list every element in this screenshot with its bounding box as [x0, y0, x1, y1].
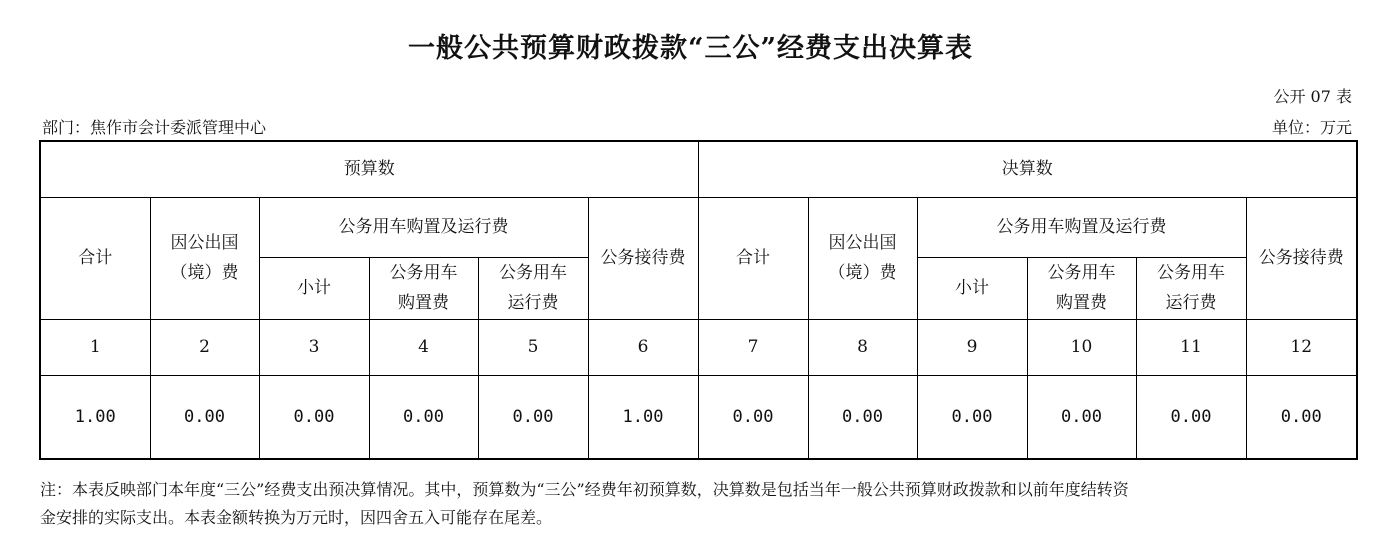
final-total-header: 合计	[698, 197, 808, 319]
index-row	[40, 319, 1357, 375]
form-number: 公开 07 表	[1273, 87, 1352, 106]
final-operation-line2: 运行费	[1165, 293, 1217, 313]
budget-abroad-header	[150, 197, 259, 319]
value-cell: 0.00	[1246, 375, 1357, 459]
index-cell: 6	[588, 319, 698, 375]
value-row	[40, 375, 1357, 459]
expenditure-table	[39, 140, 1358, 460]
final-abroad-header	[808, 197, 917, 319]
index-cell: 11	[1136, 319, 1246, 375]
index-cell: 2	[150, 319, 259, 375]
final-subtotal-header: 小计	[917, 257, 1027, 319]
final-purchase-line2: 购置费	[1056, 293, 1107, 313]
final-abroad-line2: （境）费	[828, 263, 897, 283]
value-cell: 0.00	[478, 375, 588, 459]
value-cell: 0.00	[259, 375, 369, 459]
budget-subtotal-header: 小计	[259, 257, 369, 319]
final-operation-header	[1136, 257, 1246, 319]
budget-purchase-line2: 购置费	[398, 293, 449, 313]
value-cell: 0.00	[150, 375, 259, 459]
index-cell: 5	[478, 319, 588, 375]
final-reception-header: 公务接待费	[1246, 197, 1357, 319]
budget-reception-header: 公务接待费	[588, 197, 698, 319]
department-label: 部门：焦作市会计委派管理中心	[42, 118, 267, 137]
index-cell: 9	[917, 319, 1027, 375]
budget-operation-line1: 公务用车	[499, 263, 567, 283]
budget-abroad-line2: （境）费	[170, 263, 239, 283]
footnote-line2: 金安排的实际支出。本表金额转换为万元时，因四舍五入可能存在尾差。	[40, 508, 553, 527]
footnote-line1: 注：本表反映部门本年度“三公”经费支出预决算情况。其中，预算数为“三公”经费年初预算数，决算数是包括当年一般公共预算财政拨款和以前年度结转资	[40, 480, 1129, 499]
budget-group-header: 预算数	[40, 141, 698, 197]
final-abroad-line1: 因公出国	[828, 233, 897, 253]
final-purchase-header	[1027, 257, 1136, 319]
index-cell: 8	[808, 319, 917, 375]
budget-operation-line2: 运行费	[507, 293, 559, 313]
value-cell: 0.00	[1136, 375, 1246, 459]
value-cell: 0.00	[369, 375, 478, 459]
index-cell: 1	[40, 319, 150, 375]
unit-label: 单位：万元	[1271, 118, 1352, 137]
final-group-header: 决算数	[698, 141, 1357, 197]
value-cell: 1.00	[588, 375, 698, 459]
index-cell: 7	[698, 319, 808, 375]
value-cell: 0.00	[1027, 375, 1136, 459]
budget-vehicle-header: 公务用车购置及运行费	[259, 197, 588, 257]
value-cell: 0.00	[808, 375, 917, 459]
index-cell: 3	[259, 319, 369, 375]
index-cell: 12	[1246, 319, 1357, 375]
final-purchase-line1: 公务用车	[1047, 263, 1116, 283]
budget-operation-header	[478, 257, 588, 319]
budget-purchase-header	[369, 257, 478, 319]
value-cell: 0.00	[917, 375, 1027, 459]
footnote	[40, 476, 1360, 532]
budget-purchase-line1: 公务用车	[389, 263, 458, 283]
index-cell: 10	[1027, 319, 1136, 375]
final-operation-line1: 公务用车	[1157, 263, 1225, 283]
budget-total-header: 合计	[40, 197, 150, 319]
value-cell: 0.00	[698, 375, 808, 459]
final-vehicle-header: 公务用车购置及运行费	[917, 197, 1246, 257]
budget-abroad-line1: 因公出国	[170, 233, 239, 253]
value-cell: 1.00	[40, 375, 150, 459]
index-cell: 4	[369, 319, 478, 375]
page-title: 一般公共预算财政拨款“三公”经费支出决算表	[407, 33, 974, 64]
